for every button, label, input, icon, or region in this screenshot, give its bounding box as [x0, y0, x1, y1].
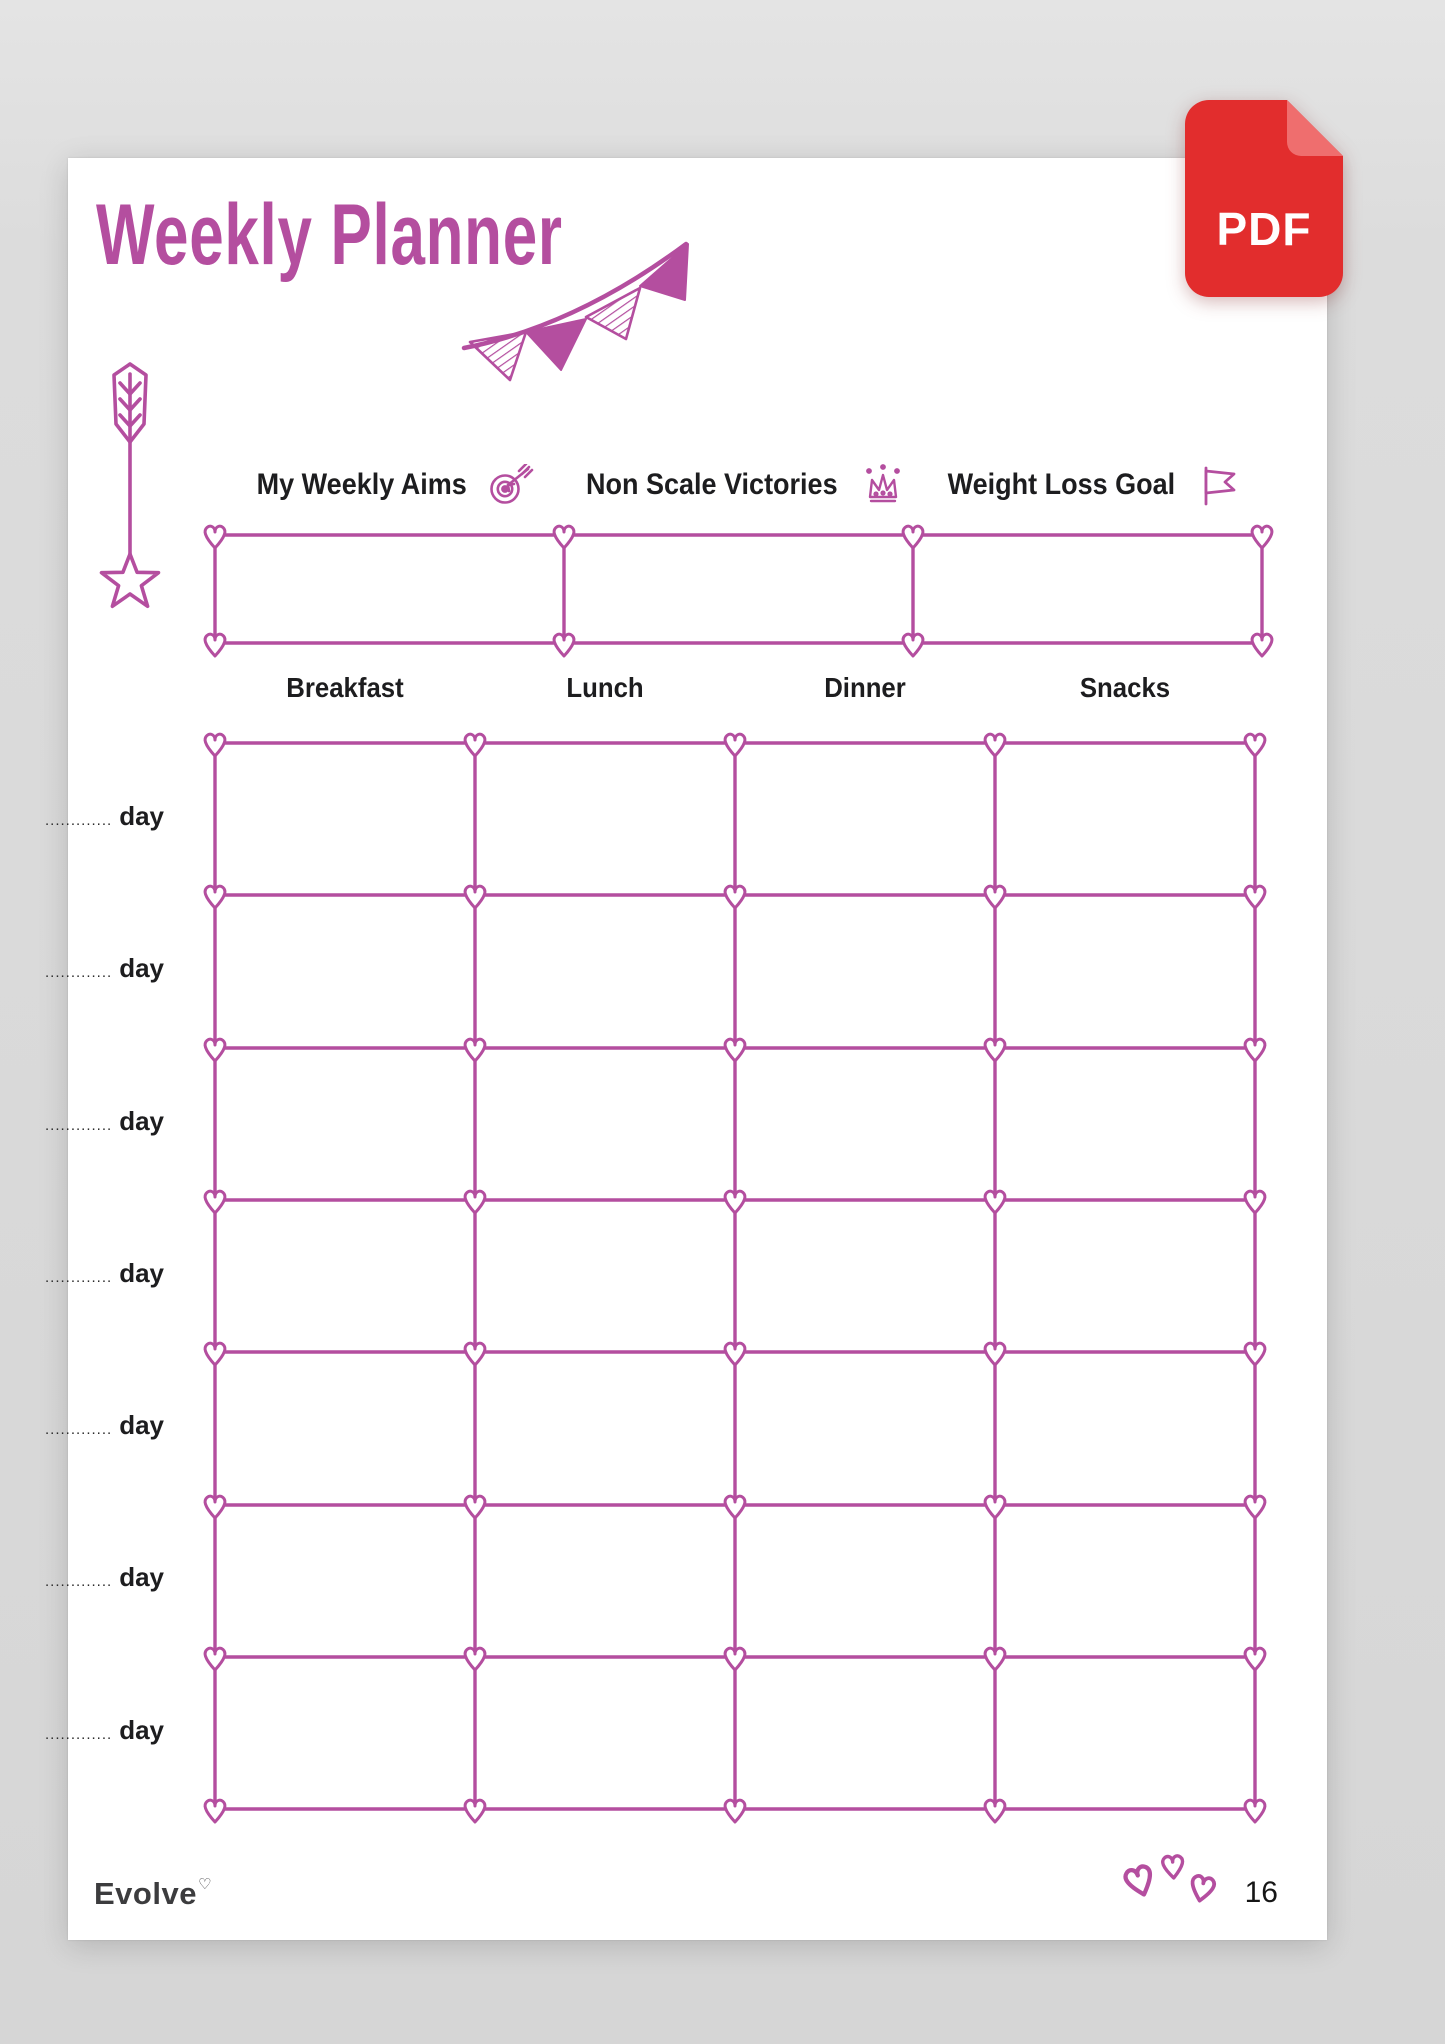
- day-label: day: [119, 1410, 164, 1440]
- day-row-label: [45, 1562, 164, 1598]
- day-label: day: [119, 1715, 164, 1745]
- day-dots: .............: [45, 1726, 113, 1743]
- day-label: day: [119, 1258, 164, 1288]
- day-dots: .............: [45, 1573, 113, 1590]
- day-dots: .............: [45, 1269, 113, 1286]
- column-header-snacks: Snacks: [1079, 672, 1171, 703]
- brand-logo: [94, 1876, 211, 1912]
- day-dots: .............: [45, 1117, 113, 1134]
- day-dots: .............: [45, 1421, 113, 1438]
- planner-page: [45, 158, 1327, 1940]
- goal-section-label: Non Scale Victories: [585, 468, 838, 501]
- day-dots: .............: [45, 964, 113, 981]
- pdf-badge[interactable]: [1185, 100, 1343, 297]
- page-number: 16: [1244, 1876, 1278, 1909]
- goal-section-label: Weight Loss Goal: [947, 468, 1176, 501]
- day-dots: .............: [45, 812, 113, 829]
- hearts-doodle: [1112, 1850, 1232, 1918]
- day-label: day: [119, 801, 164, 831]
- column-header-breakfast: Breakfast: [286, 672, 404, 703]
- brand-heart-icon: ♡: [197, 1875, 212, 1893]
- day-row-label: [45, 953, 164, 989]
- day-row-label: [45, 801, 164, 837]
- page-title: Weekly Planner: [96, 187, 563, 283]
- goal-section-label: My Weekly Aims: [256, 468, 467, 501]
- pdf-file-icon: [1185, 100, 1343, 297]
- day-row-label: [45, 1715, 164, 1751]
- day-row-label: [45, 1258, 164, 1294]
- day-label: day: [119, 953, 164, 983]
- column-header-lunch: Lunch: [566, 672, 644, 703]
- column-header-dinner: Dinner: [824, 672, 906, 703]
- planner-heart-grid: [68, 158, 1327, 1940]
- day-label: day: [119, 1562, 164, 1592]
- pdf-badge-label: PDF: [1216, 203, 1312, 255]
- day-row-label: [45, 1410, 164, 1446]
- day-row-label: [45, 1106, 164, 1142]
- brand-name: Evolve: [94, 1876, 197, 1911]
- day-label: day: [119, 1106, 164, 1136]
